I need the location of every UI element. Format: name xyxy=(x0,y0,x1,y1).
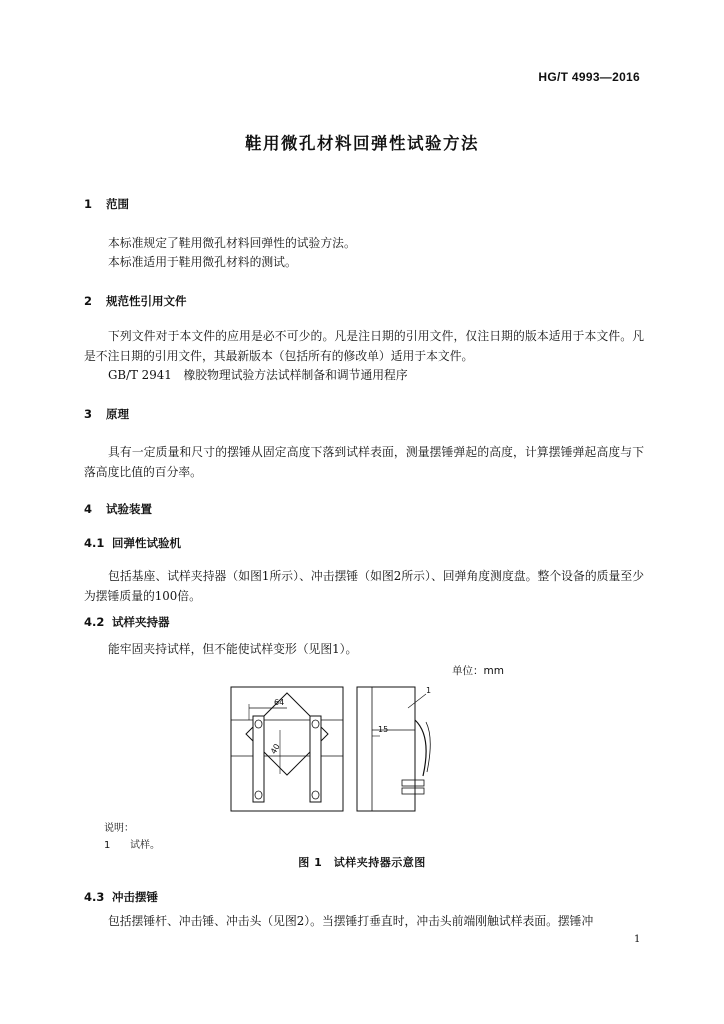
dim-64-label: 64 xyxy=(274,698,285,707)
clamp-bar-left xyxy=(253,716,264,802)
section-number: 4 xyxy=(84,502,93,516)
section-title: 冲击摆锤 xyxy=(112,890,158,904)
section-heading-4-2 xyxy=(84,614,170,630)
legend-text: 试样。 xyxy=(130,840,160,851)
section-number: 4.1 xyxy=(84,536,105,550)
reference-gbt2941: GB/T 2941 橡胶物理试验方法试样制备和调节通用程序 xyxy=(108,368,408,382)
standard-code: HG/T 4993—2016 xyxy=(538,70,640,84)
front-view-frame xyxy=(231,687,343,811)
section-heading-4-1 xyxy=(84,535,181,551)
legend-number: 1 xyxy=(104,840,111,851)
apparatus-paragraph: 包括基座、试样夹持器（如图1所示）、冲击摆锤（如图2所示）、回弹角度测度盘。整个设备的质量至少为摆锤质量的100倍。 xyxy=(84,569,644,603)
clamp-screw xyxy=(402,780,424,786)
section-number: 1 xyxy=(84,197,93,211)
figure-caption: 图 1 试样夹持器示意图 xyxy=(298,856,426,869)
specimen-curve-inner xyxy=(426,722,430,772)
section-title: 范围 xyxy=(106,197,129,211)
pendulum-paragraph: 包括摆锤杆、冲击锤、冲击头（见图2）。当摆锤打垂直时，冲击头前端刚触试样表面。摆锤冲 xyxy=(108,914,594,928)
section-title: 试验装置 xyxy=(106,502,152,516)
section-number: 2 xyxy=(84,294,93,308)
section-title: 原理 xyxy=(106,407,129,421)
callout-leader xyxy=(408,694,426,708)
legend-title: 说明： xyxy=(104,823,134,834)
side-view-frame xyxy=(357,687,415,811)
unit-label: 单位：mm xyxy=(452,665,504,677)
legend-item-1 xyxy=(104,836,160,851)
clamp-screw xyxy=(402,788,424,794)
section-title: 规范性引用文件 xyxy=(106,294,187,308)
section-number: 4.2 xyxy=(84,615,105,629)
specimen-curve xyxy=(415,720,426,776)
references-paragraph: 下列文件对于本文件的应用是必不可少的。凡是注日期的引用文件，仅注日期的版本适用于本文件。凡是不注日期的引用文件，其最新版本（包括所有的修改单）适用于本文件。 xyxy=(84,329,644,363)
scope-line-1: 本标准规定了鞋用微孔材料回弹性的试验方法。 xyxy=(108,236,356,250)
section-heading-3 xyxy=(84,406,129,422)
section-title: 回弹性试验机 xyxy=(112,536,181,550)
section-heading-4 xyxy=(84,501,152,517)
section-number: 4.3 xyxy=(84,890,105,904)
section-heading-4-3 xyxy=(84,889,158,905)
page-title: 鞋用微孔材料回弹性试验方法 xyxy=(245,134,479,153)
section-number: 3 xyxy=(84,407,93,421)
side-view-plate xyxy=(357,687,372,811)
principle-paragraph: 具有一定质量和尺寸的摆锤从固定高度下落到试样表面，测量摆锤弹起的高度，计算摆锤弹起高度与下落高度比值的百分率。 xyxy=(84,445,644,479)
section-title: 试样夹持器 xyxy=(112,615,170,629)
dim-40-label: 40 xyxy=(268,742,282,756)
dim-15-label: 15 xyxy=(378,725,389,734)
scope-line-2: 本标准适用于鞋用微孔材料的测试。 xyxy=(108,255,297,269)
holder-paragraph: 能牢固夹持试样，但不能使试样变形（见图1）。 xyxy=(108,642,358,656)
page-number: 1 xyxy=(634,934,641,945)
figure-1-drawing xyxy=(220,680,450,820)
callout-1-label: 1 xyxy=(426,686,432,695)
section-heading-1 xyxy=(84,196,129,212)
section-heading-2 xyxy=(84,293,187,309)
clamp-bar-right xyxy=(310,716,321,802)
